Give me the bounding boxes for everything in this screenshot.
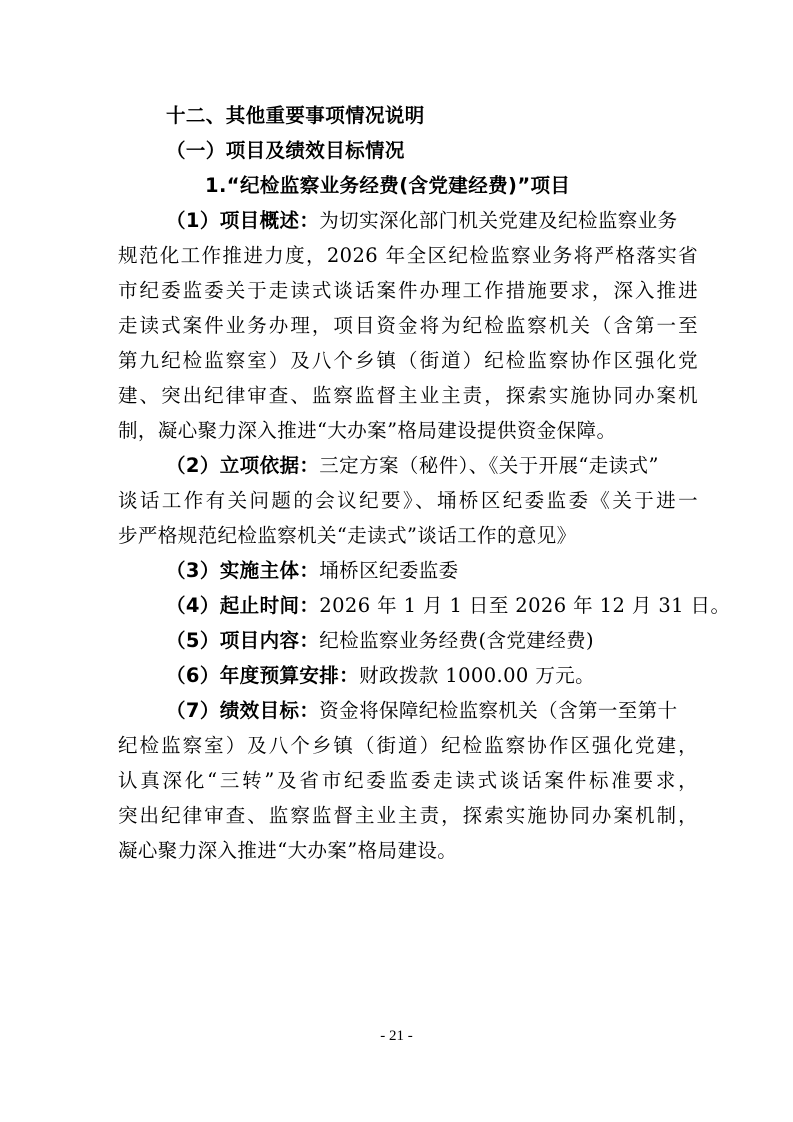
implementer-label: （3）实施主体： [166, 559, 320, 582]
basis-line-1: 三定方案（秘件）、《关于开展“走读式” [319, 454, 659, 477]
budget-value: 财政拨款 1000.00 万元。 [359, 664, 596, 687]
project-title: 1.“纪检监察业务经费(含党建经费)”项目 [205, 174, 571, 197]
section-title: 十二、其他重要事项情况说明 [166, 104, 425, 127]
overview-label: （1）项目概述： [166, 209, 320, 232]
goals-line-3: 认真深化“三转”及省市纪委监委走读式谈话案件标准要求， [118, 769, 698, 792]
basis-line-2: 谈话工作有关问题的会议纪要》、埇桥区纪委监委《关于进一 [118, 489, 698, 512]
paragraph-basis [166, 453, 659, 479]
overview-line-3: 市纪委监委关于走读式谈话案件办理工作措施要求，深入推进 [118, 279, 698, 302]
content-value: 纪检监察业务经费(含党建经费) [319, 629, 594, 652]
goals-label: （7）绩效目标： [166, 699, 320, 722]
overview-line-4: 走读式案件业务办理，项目资金将为纪检监察机关（含第一至 [118, 314, 698, 337]
paragraph-goals [166, 698, 677, 724]
overview-line-1: 为切实深化部门机关党建及纪检监察业务 [319, 209, 678, 232]
paragraph-content [166, 628, 594, 654]
overview-line-6: 建、突出纪律审查、监察监督主业主责，探索实施协同办案机 [118, 384, 698, 407]
goals-line-2: 纪检监察室）及八个乡镇（街道）纪检监察协作区强化党建， [118, 734, 698, 757]
goals-line-5: 凝心聚力深入推进“大办案”格局建设。 [118, 839, 458, 862]
budget-label: （6）年度预算安排： [166, 664, 360, 687]
page-number: - 21 - [380, 1028, 413, 1044]
subsection-title: （一）项目及绩效目标情况 [166, 139, 405, 162]
period-value: 2026 年 1 月 1 日至 2026 年 12 月 31 日。 [319, 594, 731, 617]
goals-line-1: 资金将保障纪检监察机关（含第一至第十 [319, 699, 678, 722]
overview-line-7: 制，凝心聚力深入推进“大办案”格局建设提供资金保障。 [118, 419, 617, 442]
overview-line-5: 第九纪检监察室）及八个乡镇（街道）纪检监察协作区强化党 [118, 349, 698, 372]
paragraph-overview [166, 208, 677, 234]
basis-label: （2）立项依据： [166, 454, 320, 477]
paragraph-implementer [166, 558, 459, 584]
content-label: （5）项目内容： [166, 629, 320, 652]
paragraph-budget [166, 663, 595, 689]
overview-line-2: 规范化工作推进力度，2026 年全区纪检监察业务将严格落实省 [118, 244, 698, 267]
goals-line-4: 突出纪律审查、监察监督主业主责，探索实施协同办案机制， [118, 804, 698, 827]
basis-line-3: 步严格规范纪检监察机关“走读式”谈话工作的意见》 [118, 524, 577, 547]
period-label: （4）起止时间： [166, 594, 320, 617]
implementer-value: 埇桥区纪委监委 [319, 559, 459, 582]
paragraph-period [166, 593, 730, 619]
